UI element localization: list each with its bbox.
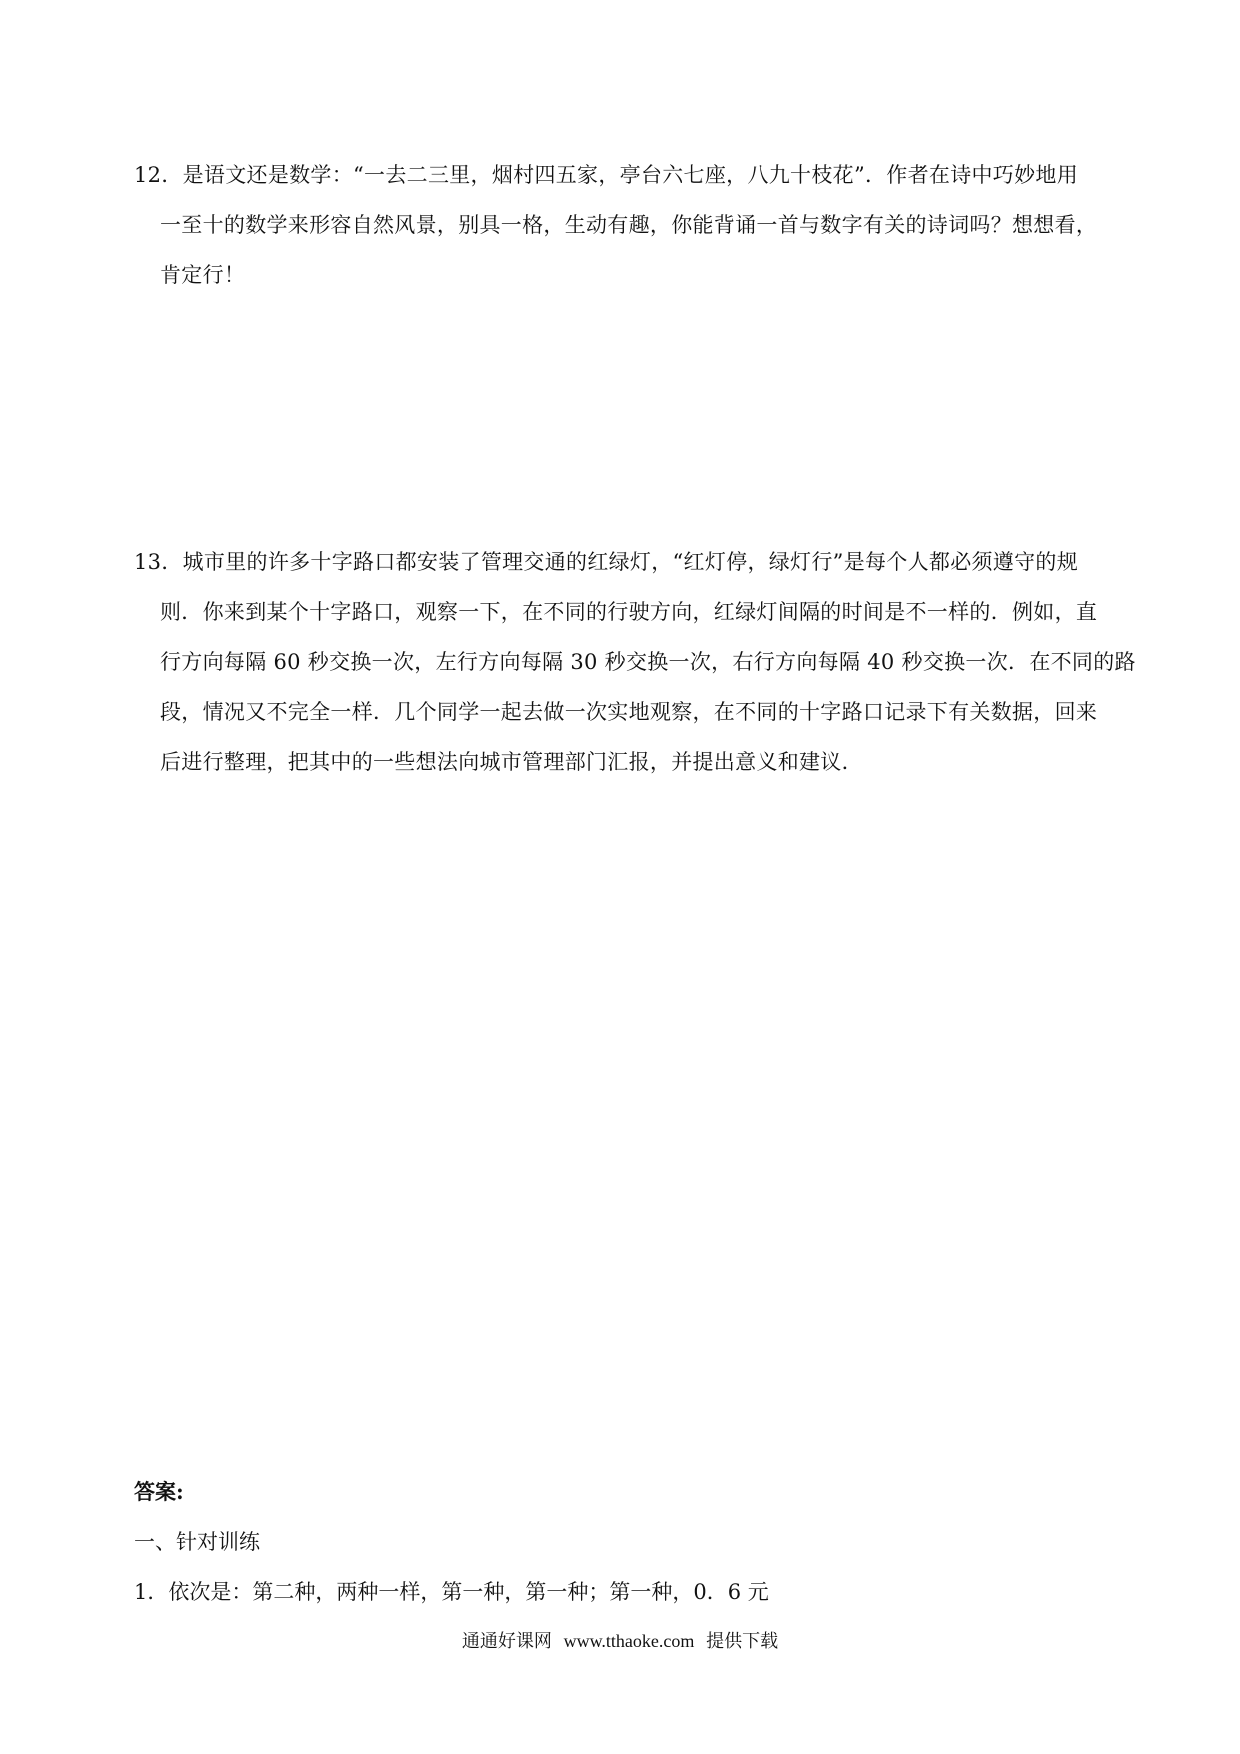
problem-line: 12．是语文还是数学：“一去二三里，烟村四五家，亭台六七座，八九十枝花”．作者在诗中巧妙地用 bbox=[134, 163, 1078, 187]
footer-suffix: 提供下载 bbox=[706, 1631, 779, 1652]
problem-line: 肯定行！ bbox=[160, 263, 246, 287]
problem-line: 段，情况又不完全一样．几个同学一起去做一次实地观察，在不同的十字路口记录下有关数据，回来 bbox=[160, 700, 1098, 724]
answer-item: 1．依次是：第二种，两种一样，第一种，第一种；第一种，0．6 元 bbox=[134, 1580, 769, 1604]
problem-12 bbox=[134, 150, 1124, 300]
footer-url: www.tthaoke.com bbox=[563, 1631, 695, 1651]
page-footer bbox=[0, 1626, 1240, 1657]
answers-section-title: 一、针对训练 bbox=[134, 1530, 260, 1554]
problem-line: 一至十的数学来形容自然风景，别具一格，生动有趣，你能背诵一首与数字有关的诗词吗？想想看， bbox=[160, 213, 1098, 237]
problem-line: 则．你来到某个十字路口，观察一下，在不同的行驶方向，红绿灯间隔的时间是不一样的．例如，直 bbox=[160, 600, 1098, 624]
answers-heading: 答案: bbox=[134, 1479, 184, 1504]
problem-line: 13．城市里的许多十字路口都安装了管理交通的红绿灯，“红灯停，绿灯行”是每个人都必须遵守的规 bbox=[134, 550, 1078, 574]
problem-line: 行方向每隔 60 秒交换一次，左行方向每隔 30 秒交换一次，右行方向每隔 40 秒交换一次．在不同的路 bbox=[160, 650, 1136, 674]
problem-13 bbox=[134, 537, 1136, 787]
answers-section bbox=[134, 1467, 1124, 1617]
footer-site-name: 通通好课网 bbox=[461, 1631, 552, 1652]
problem-line: 后进行整理，把其中的一些想法向城市管理部门汇报，并提出意义和建议． bbox=[160, 750, 863, 774]
